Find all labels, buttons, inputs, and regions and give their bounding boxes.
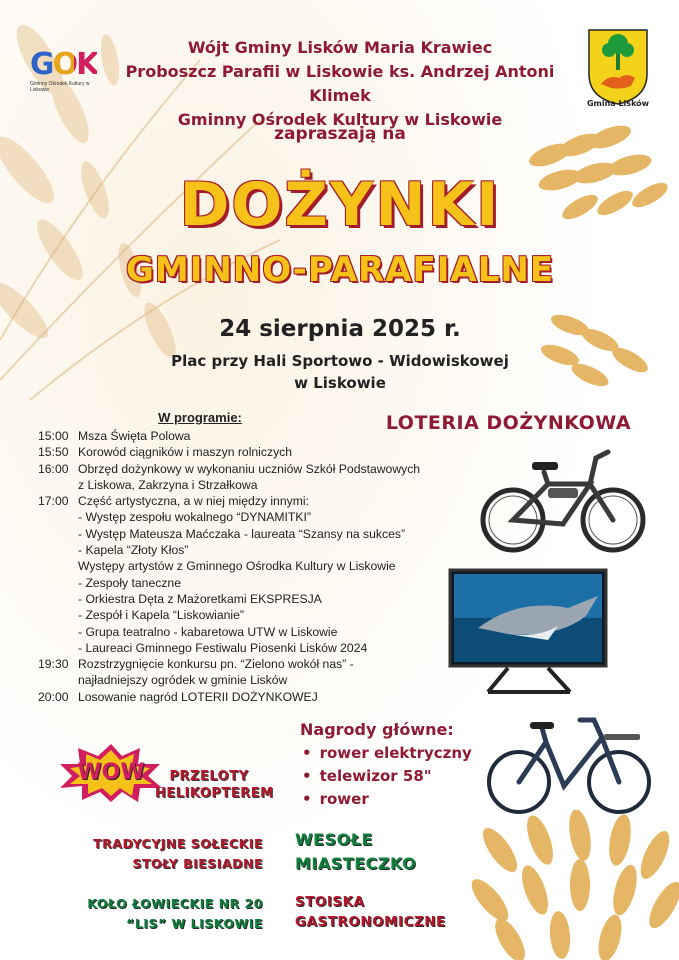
program-time [38, 624, 78, 640]
program-row [38, 575, 458, 591]
feast-tables-line-2: STOŁY BIESIADNE [132, 856, 263, 871]
event-title: DOŻYNKI [179, 170, 501, 240]
program-list [38, 428, 458, 705]
prizes-list [302, 742, 472, 811]
program-row [38, 542, 458, 558]
gok-logo [30, 47, 105, 93]
organizer-line-3: Gminny Ośrodek Kultury w Liskowie [177, 110, 503, 129]
event-subtitle: GMINNO-PARAFIALNE [125, 250, 555, 290]
event-date: 24 sierpnia 2025 r. [219, 316, 461, 342]
prize-item: • rower [302, 788, 472, 811]
program-row [38, 558, 458, 574]
electric-bike-illustration [478, 448, 648, 558]
program-time [38, 526, 78, 542]
program-heading: W programie: [158, 410, 242, 425]
program-text: Rozstrzygnięcie konkursu pn. “Zielono wokół nas” - [78, 657, 354, 672]
program-row [38, 624, 458, 640]
program-time: 16:00 [38, 461, 69, 476]
food-stands-line-1: STOISKA [295, 894, 365, 910]
program-time [38, 575, 78, 591]
wheat-bottom-illustration [440, 810, 679, 960]
prize-item: • telewizor 58" [302, 765, 472, 788]
program-row [38, 591, 458, 607]
program-time [38, 477, 78, 493]
helicopter-rides [155, 768, 274, 802]
event-place-line-1: Plac przy Hali Sportowo - Widowiskowej [171, 352, 509, 370]
program-row [38, 526, 458, 542]
program-time [38, 509, 78, 525]
feast-tables [48, 834, 263, 874]
lottery-heading: LOTERIA DOŻYNKOWA [385, 412, 632, 434]
program-text: - Kapela “Złoty Kłos” [78, 543, 189, 558]
program-text: Korowód ciągników i maszyn rolniczych [78, 445, 293, 460]
organizer-line-1: Wójt Gminy Lisków Maria Krawiec [187, 38, 493, 57]
program-time [38, 607, 78, 623]
invite-text: zapraszają na [274, 124, 406, 144]
program-text: Część artystyczna, a w niej między innymi: [78, 494, 309, 509]
program-text: - Orkiestra Dęta z Mażoretkami EKSPRESJA [78, 591, 322, 606]
program-time: 20:00 [38, 689, 69, 704]
program-text: najładniejszy ogródek w gminie Lisków [78, 673, 288, 688]
hunting-club [40, 894, 263, 934]
program-text: - Występ zespołu wokalnego “DYNAMITKI” [78, 510, 311, 525]
funfair-line-2: MIASTECZKO [295, 854, 417, 873]
program-time: 15:00 [38, 429, 69, 443]
feast-tables-line-1: TRADYCYJNE SOŁECKIE [93, 836, 263, 851]
program-time [38, 672, 78, 688]
gok-logo-letters: GOK [30, 47, 98, 82]
program-text: - Występ Mateusza Maćczaka - laureata “Szansy na sukces” [78, 526, 406, 541]
organizer-line-2: Proboszcz Parafii w Liskowie ks. Andrzej Antoni Klimek [125, 62, 555, 105]
program-text: Występy artystów z Gminnego Ośrodka Kultury w Liskowie [78, 559, 396, 574]
organizers-header [100, 36, 580, 132]
program-row [38, 477, 458, 493]
program-time: 17:00 [38, 494, 69, 509]
program-row [38, 444, 458, 460]
program-row [38, 656, 458, 672]
gok-logo-caption: Gminny Ośrodek Kultury w Liskowie [30, 81, 90, 93]
program-time [38, 542, 78, 558]
funfair [295, 828, 416, 876]
program-text: - Grupa teatralno - kabaretowa UTW w Liskowie [78, 624, 338, 639]
coat-of-arms-icon [587, 28, 649, 106]
program-text: Obrzęd dożynkowy w wykonaniu uczniów Szkół Podstawowych [78, 461, 421, 476]
prize-item: • rower elektryczny [302, 742, 472, 765]
program-row [38, 689, 458, 705]
program-text: - Zespoły taneczne [78, 575, 181, 590]
program-row [38, 640, 458, 656]
program-time [38, 640, 78, 656]
helicopter-rides-line-1: PRZELOTY [169, 769, 249, 784]
program-row [38, 461, 458, 477]
program-text: - Zespół i Kapela “Liskowianie” [78, 608, 244, 623]
program-row [38, 493, 458, 509]
television-illustration [448, 568, 608, 698]
food-stands-line-2: GASTRONOMICZNE [295, 914, 446, 930]
helicopter-rides-line-2: HELIKOPTEREM [155, 786, 274, 801]
program-text: Msza Święta Polowa [78, 429, 191, 443]
funfair-line-1: WESOŁE [295, 830, 373, 849]
program-time [38, 591, 78, 607]
event-place-line-2: w Liskowie [294, 374, 386, 392]
program-text: z Liskowa, Zakrzyna i Strzałkowa [78, 477, 258, 492]
program-time: 19:30 [38, 657, 69, 672]
hunting-club-line-1: KOŁO ŁOWIECKIE NR 20 [87, 896, 263, 911]
program-text: - Laureaci Gminnego Festiwalu Piosenki Lisków 2024 [78, 640, 368, 655]
event-place [160, 350, 520, 394]
program-text: Losowanie nagród LOTERII DOŻYNKOWEJ [78, 689, 318, 704]
program-time: 15:50 [38, 445, 69, 460]
program-row [38, 509, 458, 525]
program-row [38, 607, 458, 623]
food-stands [295, 892, 446, 932]
bicycle-illustration [484, 712, 656, 820]
program-time [38, 558, 78, 574]
program-row [38, 672, 458, 688]
hunting-club-line-2: “LIS” W LISKOWIE [126, 916, 263, 931]
wow-text: WOW [77, 760, 145, 785]
prizes-heading: Nagrody główne: [300, 720, 454, 739]
coat-of-arms-caption: Gmina Lisków [586, 99, 650, 108]
